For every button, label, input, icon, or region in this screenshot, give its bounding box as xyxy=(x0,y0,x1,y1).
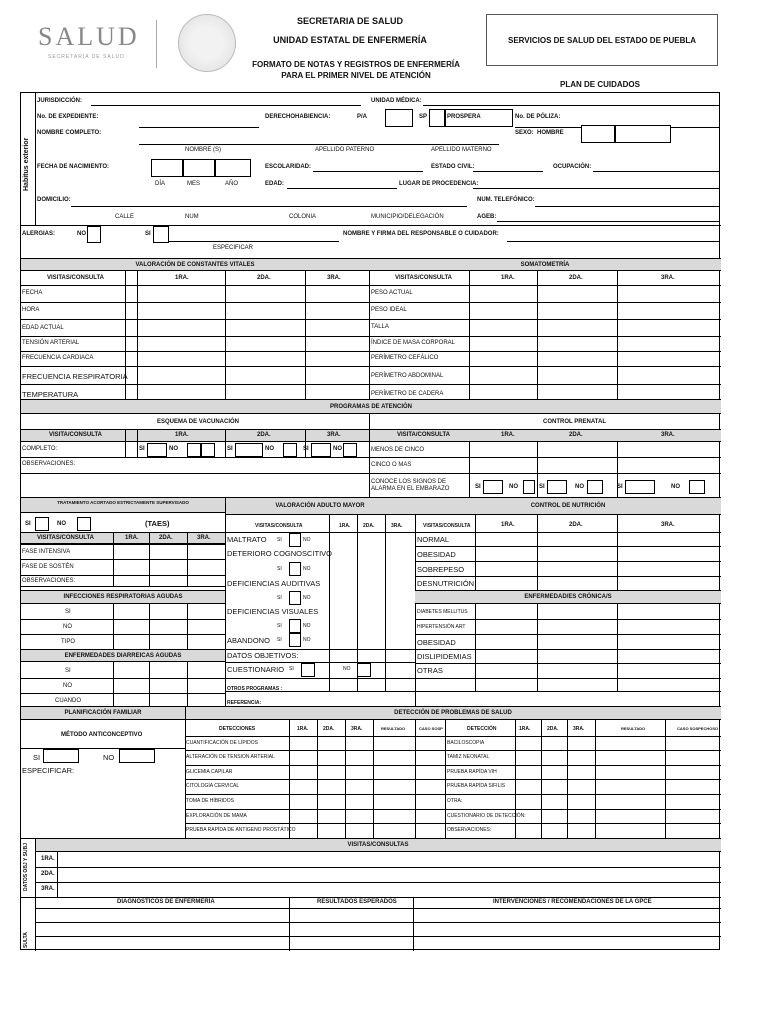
input-edad[interactable] xyxy=(287,188,397,189)
det2-col-caso: CASO SOSPECHOSO xyxy=(677,726,719,731)
band-somatometria: SOMATOMETRÍA xyxy=(369,258,721,271)
pren-col-label: VISITA/CONSULTA xyxy=(397,432,450,438)
det-col-1: 1RA. xyxy=(297,726,309,732)
caption-nombre: NOMBRE (S) xyxy=(185,147,221,153)
adulto-maltrato: MALTRATO xyxy=(227,535,267,544)
taes-col-label: VISITAS/CONSULTA xyxy=(37,535,94,541)
det-mama: EXPLORACIÓN DE MAMA xyxy=(186,813,247,819)
label-prospera: PROSPERA xyxy=(447,114,481,120)
checkbox-pren2-si[interactable] xyxy=(547,480,567,494)
taes-label: (TAES) xyxy=(145,519,170,528)
label-derechohabiencia: DERECHOHABIENCIA: xyxy=(265,114,331,120)
salud-logo-text: SALUD xyxy=(38,22,140,51)
input-jurisdiccion[interactable] xyxy=(91,105,361,106)
band-taes: TRATAMIENTO ACORTADO ESTRICTAMENTE SUPERVISADO xyxy=(21,497,225,513)
taes-col-1: 1RA. xyxy=(125,535,139,541)
checkbox-pren3-si[interactable] xyxy=(625,480,655,494)
caption-colonia: COLONIA xyxy=(289,214,317,220)
input-dia[interactable] xyxy=(151,159,183,177)
form-header xyxy=(0,0,768,92)
band-adulto-mayor: VALORACIÓN ADULTO MAYOR xyxy=(225,497,415,515)
caption-num: NUM xyxy=(185,214,199,220)
adulto-auditivas-no: NO xyxy=(303,595,311,601)
band-deteccion: DETECCIÓN DE PROBLEMAS DE SALUD xyxy=(185,706,721,720)
checkbox-vac1-si[interactable] xyxy=(147,443,167,457)
vital-row-fr: FRECUENCIA RESPIRATORIA xyxy=(22,372,128,381)
eda-row-si: SI xyxy=(65,668,71,674)
cronica-otras: OTRAS xyxy=(417,666,443,675)
col-resultados: RESULTADOS ESPERADOS xyxy=(317,899,397,905)
checkbox-abandono-si[interactable] xyxy=(289,633,301,647)
vital-row-temp: TEMPERATURA xyxy=(22,390,79,399)
side-datos-obj: DATOS OBJ Y SUBJ xyxy=(23,843,29,891)
plan-cuidados-title: PLAN DE CUIDADOS xyxy=(559,80,640,89)
vac3-si: SI xyxy=(303,446,309,452)
band-visitas-consultas: VISITAS/CONSULTAS xyxy=(35,838,721,852)
cronica-dislipidemias: DISLIPIDEMIAS xyxy=(417,652,472,661)
title-formato: FORMATO DE NOTAS Y REGISTROS DE ENFERMERÍA xyxy=(252,60,460,69)
vac1-si: SI xyxy=(139,446,145,452)
det-observaciones: OBSERVACIONES: xyxy=(447,827,492,833)
pren2-si: SI xyxy=(539,484,545,490)
vac2-no: NO xyxy=(265,446,274,452)
label-taes-observaciones: OBSERVACIONES: xyxy=(22,578,76,584)
det2-col-2: 2DA. xyxy=(547,726,559,732)
ira-row-si: SI xyxy=(65,609,71,615)
det-vih: PRUEBA RAPÍDA VIH xyxy=(447,769,497,775)
label-vac-observaciones: OBSERVACIONES: xyxy=(22,461,76,467)
band-programas-cols xyxy=(21,429,721,442)
checkbox-mujer[interactable] xyxy=(615,125,671,143)
prenatal-title: CONTROL PRENATAL xyxy=(543,419,606,425)
checkbox-hombre[interactable] xyxy=(581,125,615,143)
adulto-col-label: VISITAS/CONSULTA xyxy=(255,523,303,529)
caption-dia: DÍA xyxy=(155,181,166,187)
label-hombre: HOMBRE xyxy=(537,130,564,136)
salud-logo xyxy=(28,20,238,70)
label-ocupacion: OCUPACIÓN: xyxy=(553,164,592,170)
pren-col-3: 3RA. xyxy=(661,432,675,438)
somato-col-3: 3RA. xyxy=(661,275,675,281)
title-secretaria: SECRETARIA DE SALUD xyxy=(296,16,403,26)
logo-divider xyxy=(156,20,157,68)
label-fase-intensiva: FASE INTENSIVA xyxy=(22,549,71,555)
consulta-2da: 2DA. xyxy=(41,871,55,877)
vac2-si: SI xyxy=(227,446,233,452)
input-ageb[interactable] xyxy=(497,221,719,222)
nutri-row-obesidad: OBESIDAD xyxy=(417,550,456,559)
habitus-side-label: Habitus exterior xyxy=(23,137,30,191)
input-anio[interactable] xyxy=(215,159,251,177)
checkbox-alergias-no[interactable] xyxy=(87,226,101,243)
vitales-col-3: 3RA. xyxy=(327,275,341,281)
det-tamiz: TAMIZ NEONATAL xyxy=(447,754,490,760)
vital-row-hora: HORA xyxy=(22,307,40,313)
nutri-row-normal: NORMAL xyxy=(417,535,450,544)
checkbox-pren3-no[interactable] xyxy=(689,480,705,494)
input-unidad-medica[interactable] xyxy=(423,105,719,106)
pren-col-1: 1RA. xyxy=(501,432,515,438)
checkbox-alergias-si[interactable] xyxy=(153,226,169,243)
checkbox-pren2-no[interactable] xyxy=(587,480,603,494)
checkbox-visuales-si[interactable] xyxy=(289,619,301,633)
det-glicemia: GLICEMIA CAPILAR xyxy=(186,769,233,775)
label-signos-alarma: CONOCE LOS SIGNOS DE ALARMA EN EL EMBARAZO xyxy=(371,479,450,492)
adulto-abandono: ABANDONO xyxy=(227,636,270,645)
nutri-col-2: 2DA. xyxy=(569,522,583,528)
plan-no: NO xyxy=(103,753,115,762)
eda-row-no: NO xyxy=(63,683,72,689)
taes-col-3: 3RA. xyxy=(197,535,211,541)
ira-row-tipo: TIPO xyxy=(61,639,76,645)
checkbox-deterioro-si[interactable] xyxy=(289,562,301,576)
det-col-caso: CASO SOSP xyxy=(419,726,443,731)
det2-col-resultado: RESULTADO xyxy=(621,726,646,731)
pren1-si: SI xyxy=(475,484,481,490)
somato-row-imc: ÍNDICE DE MASA CORPORAL xyxy=(371,340,456,346)
label-completo: COMPLETO: xyxy=(22,446,58,452)
checkbox-vac2-no[interactable] xyxy=(283,443,297,457)
somato-col-1: 1RA. xyxy=(501,275,515,281)
servicios-puebla-box: SERVICIOS DE SALUD DEL ESTADO DE PUEBLA xyxy=(486,14,718,66)
caption-ap-materno: APELLIDO MATERNO xyxy=(431,147,492,153)
input-nombre-completo[interactable] xyxy=(139,144,499,145)
pren3-si: SI xyxy=(617,484,623,490)
side-consulta: SULTA xyxy=(23,932,29,948)
metodo-anticonceptivo: MÉTODO ANTICONCEPTIVO xyxy=(61,732,143,738)
caption-ap-paterno: APELLIDO PATERNO xyxy=(315,147,375,153)
det-tension: ALTERACIÓN DE TENSION ARTERIAL xyxy=(186,754,275,760)
cronica-diabetes: DIABETES MELLITUS xyxy=(417,609,468,615)
label-estado-civil: ESTADO CIVIL: xyxy=(431,164,475,170)
input-alergias-especificar[interactable] xyxy=(169,241,339,242)
pren1-no: NO xyxy=(509,484,518,490)
adulto-cuestionario: CUESTIONARIO xyxy=(227,665,285,674)
vitales-col-label: VISITAS/CONSULTA xyxy=(47,275,104,281)
plan-especificar: ESPECIFICAR: xyxy=(22,766,75,775)
vac-col-1: 1RA. xyxy=(175,432,189,438)
checkbox-plan-no[interactable] xyxy=(119,749,155,763)
nutri-row-desnutricion: DESNUTRICIÓN xyxy=(417,579,475,588)
adulto-auditivas: DEFICIENCIAS AUDITIVAS xyxy=(227,579,321,588)
det-col-2: 2DA. xyxy=(323,726,335,732)
checkbox-maltrato-si[interactable] xyxy=(289,533,301,547)
caption-calle: CALLE xyxy=(115,214,135,220)
checkbox-taes-si[interactable] xyxy=(35,517,49,531)
label-edad: EDAD: xyxy=(265,181,284,187)
vital-row-fc: FRECUENCIA CARDIACA xyxy=(22,355,94,361)
somato-col-label: VISITAS/CONSULTA xyxy=(395,275,452,281)
band-planificacion: PLANIFICACIÓN FAMILIAR xyxy=(21,706,185,720)
checkbox-pren1-si[interactable] xyxy=(483,480,503,494)
adulto-auditivas-si: SI xyxy=(277,595,282,601)
det-baciloscopia: BACILOSCOPIA xyxy=(447,740,485,746)
vac-col-2: 2DA. xyxy=(257,432,271,438)
eda-row-cuando: CUANDO xyxy=(55,698,82,704)
adulto-abandono-no: NO xyxy=(303,637,311,643)
national-seal-icon xyxy=(178,14,236,72)
vitales-col-1: 1RA. xyxy=(175,275,189,281)
band-ira: INFECCIONES RESPIRATORIAS AGUDAS xyxy=(21,590,225,604)
band-eda: ENFERMEDADES DIARREICAS AGUDAS xyxy=(21,649,225,662)
det2-col-3: 3RA. xyxy=(573,726,585,732)
cronica-hipertension: HIPERTENSIÓN ART xyxy=(417,624,466,630)
checkbox-auditivas-si[interactable] xyxy=(289,591,301,605)
label-lugar-proc: LUGAR DE PROCEDENCIA: xyxy=(399,181,479,187)
title-nivel: PARA EL PRIMER NIVEL DE ATENCIÓN xyxy=(281,71,431,80)
somato-col-2: 2DA. xyxy=(569,275,583,281)
ira-row-no: NO xyxy=(63,624,72,630)
nutri-col-label: VISITAS/CONSULTA xyxy=(423,523,471,529)
taes-si: SI xyxy=(25,521,31,527)
label-sp: SP xyxy=(419,114,428,120)
checkbox-cuestionario-no[interactable] xyxy=(357,663,371,677)
vac-col-label: VISITA/CONSULTA xyxy=(49,432,102,438)
checkbox-vac1-no[interactable] xyxy=(187,443,201,457)
det-col-3: 3RA. xyxy=(351,726,363,732)
adulto-cuestionario-no: NO xyxy=(343,666,351,672)
label-jurisdiccion: JURISDICCIÓN: xyxy=(37,98,83,104)
det-prostatico: PRUEBA RAPÍDA DE ANTIGENO PROSTÁTICO xyxy=(186,827,296,833)
input-ocupacion[interactable] xyxy=(593,171,719,172)
adulto-maltrato-si: SI xyxy=(277,537,282,543)
det-otra: OTRA: xyxy=(447,798,463,804)
checkbox-vac2-si[interactable] xyxy=(235,443,263,457)
band-nutricion: CONTROL DE NUTRICIÓN xyxy=(415,497,721,515)
adulto-cuestionario-si: SI xyxy=(289,666,294,672)
pren3-no: NO xyxy=(671,484,680,490)
label-unidad-medica: UNIDAD MÉDICA: xyxy=(371,98,422,104)
nutri-col-3: 3RA. xyxy=(661,522,675,528)
adulto-deterioro: DETERIORO COGNOSCITIVO xyxy=(227,549,333,558)
salud-logo-subtext: SECRETARÍA DE SALUD xyxy=(48,54,125,60)
adulto-datos-obj: DATOS OBJETIVOS: xyxy=(227,651,299,660)
checkbox-sp[interactable] xyxy=(429,109,445,127)
adulto-visuales: DEFICIENCIAS VISUALES xyxy=(227,607,319,616)
checkbox-vac3-si[interactable] xyxy=(311,443,331,457)
det-lipidos: CUANTIFICACIÓN DE LÍPIDOS xyxy=(186,740,258,746)
det-col-detecciones: DETECCIONES xyxy=(219,726,256,732)
det2-col-1: 1RA. xyxy=(519,726,531,732)
label-pa: P/A xyxy=(357,114,368,120)
input-mes[interactable] xyxy=(183,159,215,177)
vac3-no: NO xyxy=(333,446,342,452)
caption-especificar: ESPECIFICAR xyxy=(213,245,254,251)
vacunacion-title: ESQUEMA DE VACUNACIÓN xyxy=(157,419,240,425)
label-alergias-no: NO xyxy=(77,231,86,237)
det-citologia: CITOLOGÍA CERVICAL xyxy=(186,783,240,789)
det-col-resultado: RESULTADO xyxy=(381,726,406,731)
checkbox-pa[interactable] xyxy=(385,109,413,127)
vitales-col-2: 2DA. xyxy=(257,275,271,281)
adulto-col-3: 3RA. xyxy=(391,523,403,529)
label-domicilio: DOMICILIO: xyxy=(37,197,71,203)
label-menos-cinco: MENOS DE CINCO xyxy=(371,447,425,453)
label-expediente: No. DE EXPEDIENTE: xyxy=(37,114,99,120)
band-programas: PROGRAMAS DE ATENCIÓN xyxy=(21,399,721,414)
label-ageb: AGEB: xyxy=(477,214,497,220)
consulta-1ra: 1RA. xyxy=(41,856,55,862)
adulto-abandono-si: SI xyxy=(277,637,282,643)
caption-mes: MES xyxy=(187,181,201,187)
label-fecha-nac: FECHA DE NACIMIENTO: xyxy=(37,164,109,170)
label-responsable: NOMBRE Y FIRMA DEL RESPONSABLE O CUIDADOR: xyxy=(343,231,499,237)
taes-no: NO xyxy=(57,521,66,527)
adulto-maltrato-no: NO xyxy=(303,537,311,543)
checkbox-taes-no[interactable] xyxy=(77,517,91,531)
input-num-tel[interactable] xyxy=(535,206,719,207)
vital-row-edad: EDAD ACTUAL xyxy=(22,325,64,331)
vac-col-3: 3RA. xyxy=(327,432,341,438)
vital-row-fecha: FECHA xyxy=(22,290,43,296)
nutri-row-sobrepeso: SOBREPESO xyxy=(417,565,465,574)
adulto-col-2: 2DA. xyxy=(363,523,375,529)
adulto-col-1: 1RA. xyxy=(339,523,351,529)
input-expediente[interactable] xyxy=(139,127,259,128)
pren-col-2: 2DA. xyxy=(569,432,583,438)
band-cronica: ENFERMEDAD/ES CRÓNICA/S xyxy=(415,590,721,604)
title-unidad: UNIDAD ESTATAL DE ENFERMERÍA xyxy=(273,35,427,45)
taes-col-2: 2DA. xyxy=(159,535,173,541)
input-domicilio[interactable] xyxy=(71,206,467,207)
input-lugar-proc[interactable] xyxy=(473,188,719,189)
plan-si: SI xyxy=(33,753,41,762)
somato-row-cefalico: PERÍMETRO CEFÁLICO xyxy=(371,355,439,361)
label-alergias: ALERGIAS: xyxy=(22,231,55,237)
adulto-deterioro-si: SI xyxy=(277,566,282,572)
vac1-no: NO xyxy=(169,446,178,452)
caption-municipio: MUNICIPIO/DELEGACIÓN xyxy=(371,214,444,220)
adulto-referencia: REFERENCIA: xyxy=(227,700,262,706)
input-estado-civil[interactable] xyxy=(473,171,543,172)
label-poliza: No. DE PÓLIZA: xyxy=(515,114,561,120)
label-fase-sosten: FASE DE SOSTÉN xyxy=(22,564,74,570)
col-intervenciones: INTERVENCIONES / RECOMENDACIONES DE LA GPCE xyxy=(493,899,652,905)
checkbox-vac1-extra[interactable] xyxy=(201,443,215,457)
checkbox-cuestionario-si[interactable] xyxy=(301,663,315,677)
adulto-otros-programas: OTROS PROGRAMAS : xyxy=(227,686,283,692)
pren2-no: NO xyxy=(575,484,584,490)
somato-row-talla: TALLA xyxy=(371,324,389,330)
label-nombre-completo: NOMBRE COMPLETO: xyxy=(37,130,102,136)
cronica-obesidad: OBESIDAD xyxy=(417,638,456,647)
nutri-col-1: 1RA. xyxy=(501,522,515,528)
adulto-visuales-si: SI xyxy=(277,623,282,629)
caption-anio: AÑO xyxy=(225,181,239,187)
det-col-deteccion: DETECCIÓN xyxy=(467,726,497,732)
adulto-deterioro-no: NO xyxy=(303,566,311,572)
checkbox-vac3-no[interactable] xyxy=(343,443,357,457)
form-body xyxy=(20,92,720,950)
det-cuestionario: CUESTIONARIO DE DETECCIÓN: xyxy=(447,813,526,819)
consulta-3ra: 3RA. xyxy=(41,886,55,892)
label-sexo: SEXO: xyxy=(515,130,534,136)
checkbox-plan-si[interactable] xyxy=(43,749,79,763)
band-vitales: VALORACIÓN DE CONSTANTES VITALES xyxy=(21,258,369,271)
adulto-visuales-no: NO xyxy=(303,623,311,629)
somato-row-peso-actual: PESO ACTUAL xyxy=(371,290,413,296)
label-num-tel: NUM. TELEFÓNICO: xyxy=(477,197,535,203)
somato-row-cadera: PERÍMETRO DE CADERA xyxy=(371,391,444,397)
label-cinco-mas: CINCO O MAS xyxy=(371,462,412,468)
input-responsable[interactable] xyxy=(507,241,719,242)
somato-row-peso-ideal: PESO IDEAL xyxy=(371,307,407,313)
checkbox-pren1-no[interactable] xyxy=(523,480,535,494)
vital-row-tension: TENSIÓN ARTERIAL xyxy=(22,340,80,346)
det-sifilis: PRUEBA RAPÍDA SIFILIS xyxy=(447,783,506,789)
input-escolaridad[interactable] xyxy=(313,171,423,172)
col-diagnosticos: DIAGNÓSTICOS DE ENFERMERÍA xyxy=(117,899,215,905)
label-escolaridad: ESCOLARIDAD: xyxy=(265,164,311,170)
somato-row-abdominal: PERÍMETRO ABDOMINAL xyxy=(371,373,444,379)
det-hibridos: TOMA DE HÍBRIDOS xyxy=(186,798,234,804)
label-alergias-si: SI xyxy=(145,231,151,237)
